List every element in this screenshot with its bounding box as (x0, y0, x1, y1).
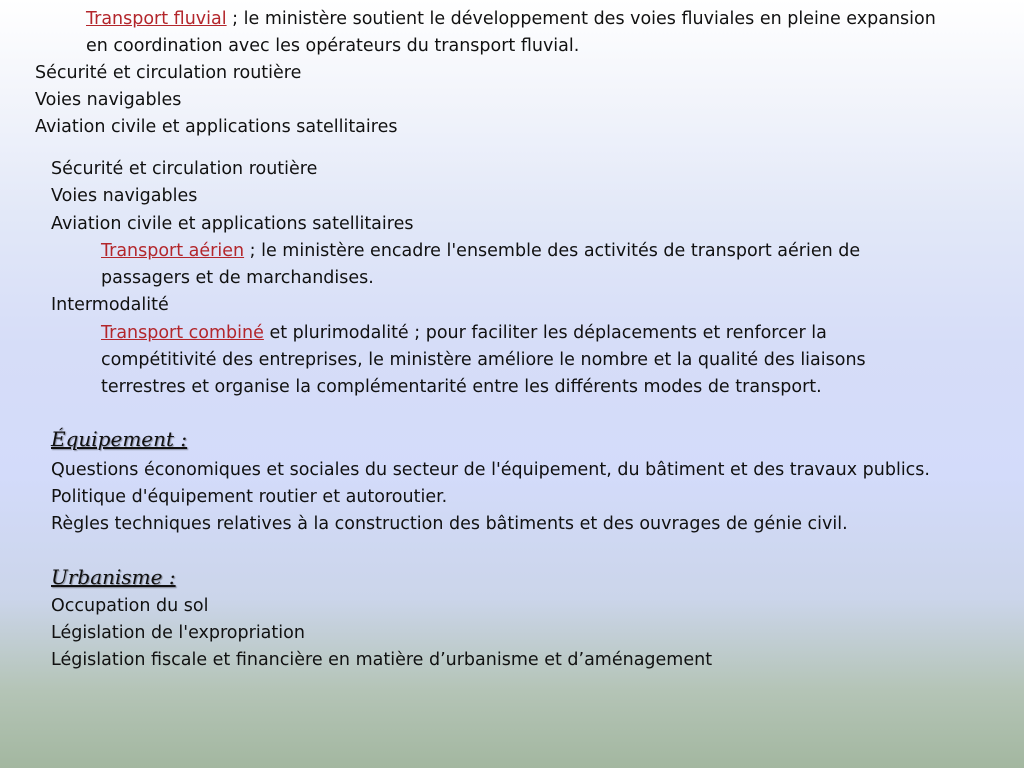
block2-item-voies: Voies navigables (51, 186, 198, 206)
block1-item-securite: Sécurité et circulation routière (35, 63, 302, 83)
intermodalite-item: Intermodalité (51, 295, 169, 315)
fluvial-paragraph-line1 (86, 6, 936, 33)
block2-item-securite: Sécurité et circulation routière (51, 159, 318, 179)
combine-paragraph-line2: compétitivité des entreprises, le ministère améliore le nombre et la qualité des liaisons (101, 350, 866, 370)
urbanisme-heading: Urbanisme : (51, 565, 176, 589)
combine-text: et plurimodalité ; pour faciliter les déplacements et renforcer la (263, 323, 827, 343)
transport-aerien-link[interactable]: Transport aérien (101, 241, 245, 261)
urbanisme-line3: Législation fiscale et financière en matière d’urbanisme et d’aménagement (51, 650, 713, 670)
aerien-paragraph-line1 (101, 238, 860, 265)
aerien-text: ; le ministère encadre l'ensemble des activités de transport aérien de (244, 241, 861, 261)
transport-combine-link[interactable]: Transport combiné (101, 323, 264, 343)
block1-item-aviation: Aviation civile et applications satellitaires (35, 117, 398, 137)
combine-paragraph-line3: terrestres et organise la complémentarité entre les différents modes de transport. (101, 377, 822, 397)
urbanisme-line1: Occupation du sol (51, 596, 209, 616)
equipement-heading: Équipement : (51, 427, 188, 451)
block2-item-aviation: Aviation civile et applications satellitaires (51, 214, 414, 234)
equipement-line3: Règles techniques relatives à la construction des bâtiments et des ouvrages de génie civil. (51, 514, 848, 534)
equipement-line1: Questions économiques et sociales du secteur de l'équipement, du bâtiment et des travaux publics. (51, 460, 930, 480)
aerien-paragraph-line2: passagers et de marchandises. (101, 268, 374, 288)
urbanisme-line2: Législation de l'expropriation (51, 623, 305, 643)
equipement-line2: Politique d'équipement routier et autoroutier. (51, 487, 448, 507)
fluvial-paragraph-line2: en coordination avec les opérateurs du transport fluvial. (86, 36, 580, 56)
transport-fluvial-link[interactable]: Transport fluvial (86, 9, 227, 29)
fluvial-text: ; le ministère soutient le développement des voies fluviales en pleine expansion (226, 9, 936, 29)
block1-item-voies: Voies navigables (35, 90, 182, 110)
combine-paragraph-line1 (101, 320, 827, 347)
